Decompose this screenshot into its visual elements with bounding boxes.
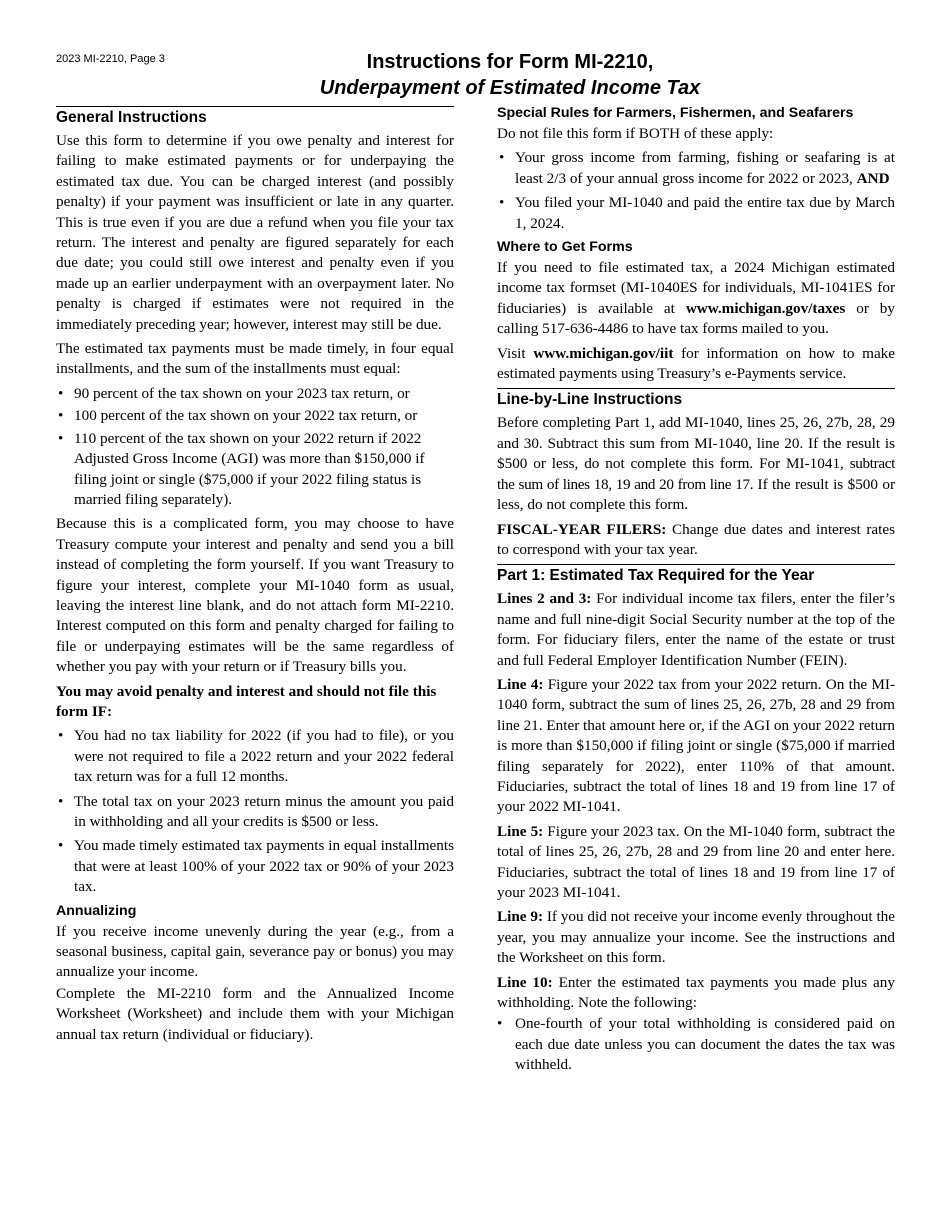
bullet-icon: • xyxy=(58,792,64,810)
line-10-paragraph: Line 10: Enter the estimated tax payments you made plus any withholding. Note the following: xyxy=(497,973,895,1012)
page-title: Instructions for Form MI-2210, xyxy=(366,51,654,73)
installment-list xyxy=(56,384,454,510)
special-rules-intro: Do not file this form if BOTH of these apply: xyxy=(497,125,774,142)
taxes-link[interactable]: www.michigan.gov/taxes xyxy=(685,299,846,317)
fiscal-year-paragraph: FISCAL-YEAR FILERS: Change due dates and interest rates to correspond with your tax year. xyxy=(497,520,896,558)
page-id: 2023 MI-2210, Page 3 xyxy=(56,53,165,65)
list-item: • You filed your MI-1040 and paid the entire tax due by March 1, 2024. xyxy=(499,194,895,232)
special-rules-heading: Special Rules for Farmers, Fishermen, and Seafarers xyxy=(497,105,854,121)
special-rules-list xyxy=(497,148,895,234)
list-item: • 90 percent of the tax shown on your 2023 tax return, or xyxy=(56,384,454,404)
lines-2-3-paragraph: Lines 2 and 3: For individual income tax filers, enter the filer’s name and full nine-digit Social Security number at the top of the form. For fiduciary filers, enter the name of the estate or trust and full Federal Employer Identification Number (FEIN). xyxy=(497,590,896,669)
annualizing-paragraph-2: Complete the MI-2210 form and the Annualized Income Worksheet (Worksheet) and include them with your Michigan annual tax return (individual or fiduciary). xyxy=(56,984,454,1043)
line-9-paragraph: Line 9: If you did not receive your income evenly throughout the year, you may annualize your income. See the instructions and the Worksheet on this form. xyxy=(497,908,895,967)
list-item: • The total tax on your 2023 return minus the amount you paid in withholding and all your credits is $500 or less. xyxy=(58,792,454,830)
bullet-icon: • xyxy=(58,384,64,402)
treasury-compute-paragraph: Because this is a complicated form, you may choose to have Treasury compute your interest and penalty and send you a bill instead of completing the form yourself. If you want Treasury to figure your interest, complete your MI-1040 form as usual, leaving the interest line blank, and do not attach form MI-2210. Interest computed on this form and penalty charged for failing to file or underpaying estimates will be the same regardless of whether you pay with your return or if Treasury bills you. xyxy=(56,515,454,676)
list-item: • You had no tax liability for 2022 (if you had to file), or you were not required to file a 2022 return and your 2022 federal tax return was for a full 12 months. xyxy=(58,727,454,786)
part1-heading: Part 1: Estimated Tax Required for the Year xyxy=(497,564,895,585)
general-instructions-heading: General Instructions xyxy=(56,106,454,127)
avoid-penalty-list xyxy=(56,726,454,897)
left-column xyxy=(56,106,454,1049)
list-item: • One-fourth of your total withholding is considered paid on each due date unless you can document the dates the tax was withheld. xyxy=(497,1015,895,1074)
avoid-penalty-heading: You may avoid penalty and interest and should not file this form IF: xyxy=(56,682,437,720)
bullet-icon: • xyxy=(58,429,64,447)
line-5-paragraph: Line 5: Figure your 2023 tax. On the MI-1040 form, subtract the total of lines 25, 26, 27b, 28 and 29 from line 20 and enter here. Fiduciaries, subtract the total of lines 18 and 19 from line 17 of your 2023 MI-1041. xyxy=(497,822,895,901)
list-item: • You made timely estimated tax payments in equal installments that were at least 100% of your 2022 tax or 90% of your 2023 tax. xyxy=(58,837,454,896)
general-paragraph-1: Use this form to determine if you owe penalty and interest for failing to make estimated payments or for underpaying the estimated tax due. You can be charged interest (and possibly penalty) if your payment was insufficient or late in any quarter. This is true even if you are due a refund when you file your tax return. The interest and penalty are figured separately for each due date; you could still owe interest and penalty even if you made up an earlier underpayment with an overpayment later. No penalty is charged if estimates were not required in the immediately preceding year; however, interest may still be due. xyxy=(56,132,454,333)
bullet-icon: • xyxy=(499,149,505,167)
forms-paragraph-1: If you need to file estimated tax, a 2024 Michigan estimated income tax formset (MI-1040ES for individuals, MI-1041ES for fiduciaries) is available at www.michigan.gov/taxes or by calling 517-636-4486 to have tax forms mailed to you. xyxy=(497,259,895,338)
bullet-icon: • xyxy=(497,1015,503,1033)
where-to-get-forms-heading: Where to Get Forms xyxy=(497,239,633,256)
annualizing-heading: Annualizing xyxy=(56,902,137,919)
forms-paragraph-2: Visit www.michigan.gov/iit for information on how to make estimated payments using Treasury’s e-Payments service. xyxy=(497,344,896,383)
line-4-paragraph: Line 4: Figure your 2022 tax from your 2022 return. On the MI-1040 form, subtract the sum of lines 25, 26, 27b, 28 and 29 from line 21. Enter that amount here or, if the AGI on your 2022 return is more than $150,000 if filing joint or single ($75,000 if married filing separately for 2022), enter 110% of that amount. Fiduciaries, subtract the total of lines 18 and 19 from line 17 of your 2022 MI-1041. xyxy=(497,675,896,816)
list-item: • 110 percent of the tax shown on your 2022 return if 2022 Adjusted Gross Income (AGI) was more than $150,000 if filing joint or single ($75,000 if your 2022 filing status is married filing separately). xyxy=(58,429,425,508)
page-subtitle: Underpayment of Estimated Income Tax xyxy=(319,77,701,99)
bullet-icon: • xyxy=(58,407,64,425)
right-column xyxy=(497,106,895,1080)
bullet-icon: • xyxy=(58,727,64,745)
bullet-icon: • xyxy=(58,837,64,855)
line-by-line-paragraph: Before completing Part 1, add MI-1040, lines 25, 26, 27b, 28, 29 and 30. Subtract this sum from MI-1040, line 20. If the result is $500 or less, do not complete this form. For MI-1041, subtract the sum of lines 18, 19 and 20 from line 17. If the result is $500 or less, do not complete this form. xyxy=(497,414,896,514)
general-paragraph-2: The estimated tax payments must be made timely, in four equal installments, and the sum of the installments must equal: xyxy=(56,340,454,378)
line-10-list xyxy=(497,1014,895,1075)
annualizing-paragraph-1: If you receive income unevenly during the year (e.g., from a seasonal business, capital gain, severance pay or bonus) you may annualize your income. xyxy=(56,922,454,981)
line-by-line-heading: Line-by-Line Instructions xyxy=(497,388,895,409)
iit-link[interactable]: www.michigan.gov/iit xyxy=(533,344,674,362)
list-item: • 100 percent of the tax shown on your 2022 tax return, or xyxy=(56,406,454,426)
bullet-icon: • xyxy=(499,194,505,212)
list-item: • Your gross income from farming, fishing or seafaring is at least 2/3 of your annual gross income for 2022 or 2023, AND xyxy=(499,149,895,187)
